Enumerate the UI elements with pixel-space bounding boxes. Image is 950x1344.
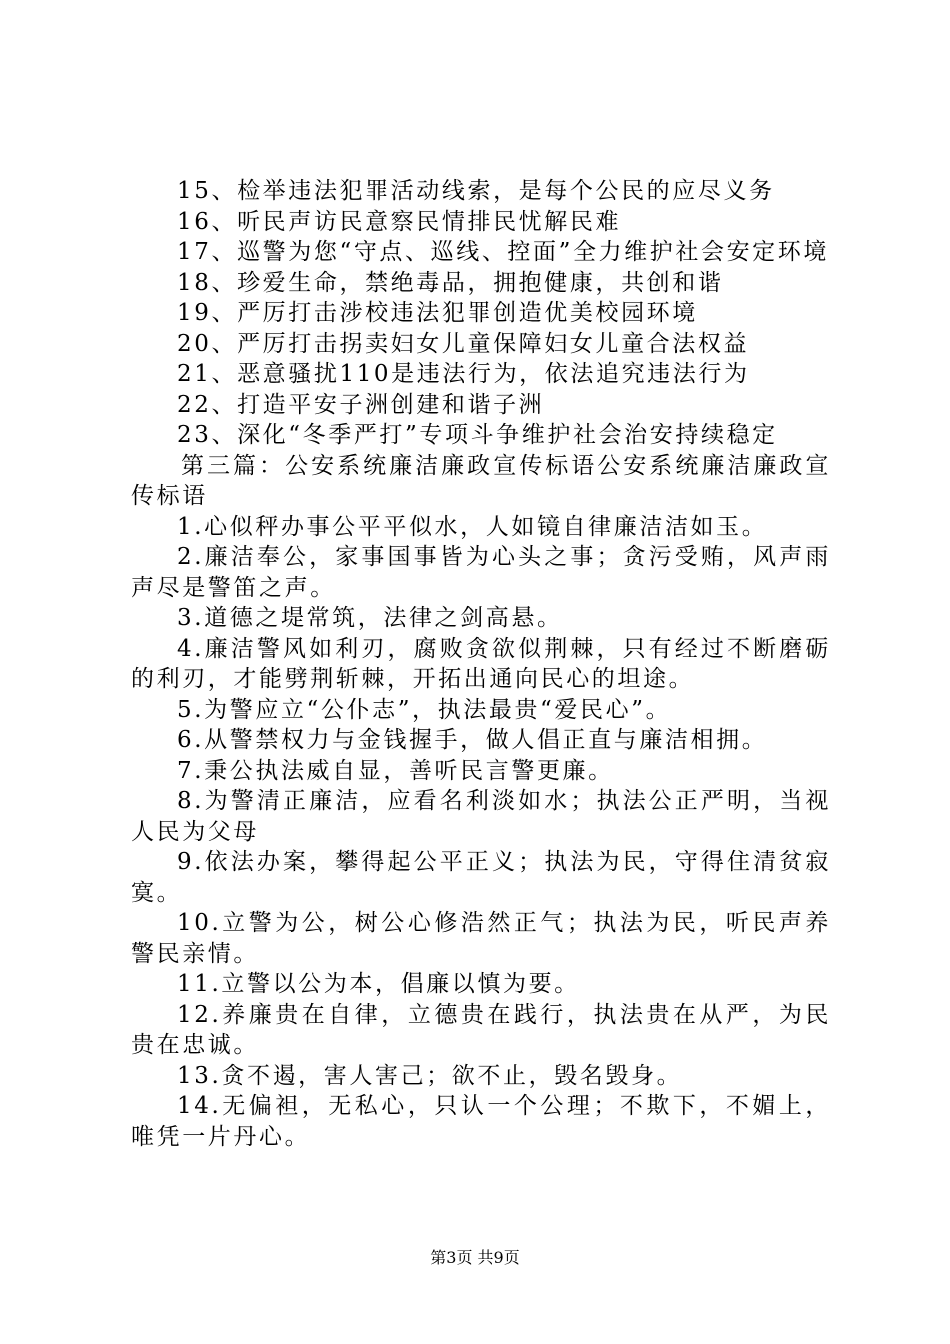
paragraph-item-2: 2.廉洁奉公，家事国事皆为心头之事；贪污受贿，风声雨声尽是警笛之声。 <box>131 544 831 601</box>
paragraph-item-13: 13.贪不遏，害人害己；欲不止，毁名毁身。 <box>177 1062 683 1089</box>
paragraph-item-6: 6.从警禁权力与金钱握手，做人倡正直与廉洁相拥。 <box>177 727 768 753</box>
paragraph-item-12: 12.养廉贵在自律，立德贵在践行，执法贵在从严，为民贵在忠诚。 <box>131 1001 831 1058</box>
paragraph-item-10: 10.立警为公，树公心修浩然正气；执法为民，听民声养警民亲情。 <box>131 910 831 967</box>
paragraph-item-14: 14.无偏袒，无私心，只认一个公理；不欺下，不媚上，唯凭一片丹心。 <box>131 1093 831 1150</box>
paragraph-slogan-19: 19、严厉打击涉校违法犯罪创造优美校园环境 <box>177 300 698 326</box>
paragraph-item-5: 5.为警应立“公仆志”，执法最贵“爱民心”。 <box>177 696 672 723</box>
paragraph-slogan-23: 23、深化“冬季严打”专项斗争维护社会治安持续稳定 <box>177 422 778 448</box>
page-number-footer: 第3页 共9页 <box>430 1248 520 1267</box>
section-heading: 第三篇：公安系统廉洁廉政宣传标语公安系统廉洁廉政宣传标语 <box>131 452 831 509</box>
paragraph-item-7: 7.秉公执法威自显，善听民言警更廉。 <box>177 757 614 784</box>
document-body <box>131 176 831 1152</box>
paragraph-item-3: 3.道德之堤常筑，法律之剑高悬。 <box>177 605 563 631</box>
paragraph-item-1: 1.心似秤办事公平平似水，人如镜自律廉洁洁如玉。 <box>177 513 768 540</box>
paragraph-slogan-20: 20、严厉打击拐卖妇女儿童保障妇女儿童合法权益 <box>177 330 750 357</box>
paragraph-slogan-21: 21、恶意骚扰110是违法行为，依法追究违法行为 <box>177 361 750 387</box>
paragraph-slogan-18: 18、珍爱生命，禁绝毒品，拥抱健康，共创和谐 <box>177 269 724 296</box>
paragraph-slogan-22: 22、打造平安子洲创建和谐子洲 <box>177 391 545 418</box>
paragraph-item-4: 4.廉洁警风如利刃，腐败贪欲似荆棘，只有经过不断磨砺的利刃，才能劈荆斩棘，开拓出通向民心的坦途。 <box>131 635 831 692</box>
paragraph-slogan-15: 15、检举违法犯罪活动线索，是每个公民的应尽义务 <box>177 178 775 204</box>
paragraph-slogan-16: 16、听民声访民意察民情排民忧解民难 <box>177 208 622 235</box>
paragraph-item-8: 8.为警清正廉洁，应看名利淡如水；执法公正严明，当视人民为父母 <box>131 788 831 845</box>
paragraph-item-9: 9.依法办案，攀得起公平正义；执法为民，守得住清贫寂寞。 <box>131 849 831 906</box>
paragraph-item-11: 11.立警以公为本，倡廉以慎为要。 <box>177 971 580 997</box>
paragraph-slogan-17: 17、巡警为您“守点、巡线、控面”全力维护社会安定环境 <box>177 239 829 265</box>
